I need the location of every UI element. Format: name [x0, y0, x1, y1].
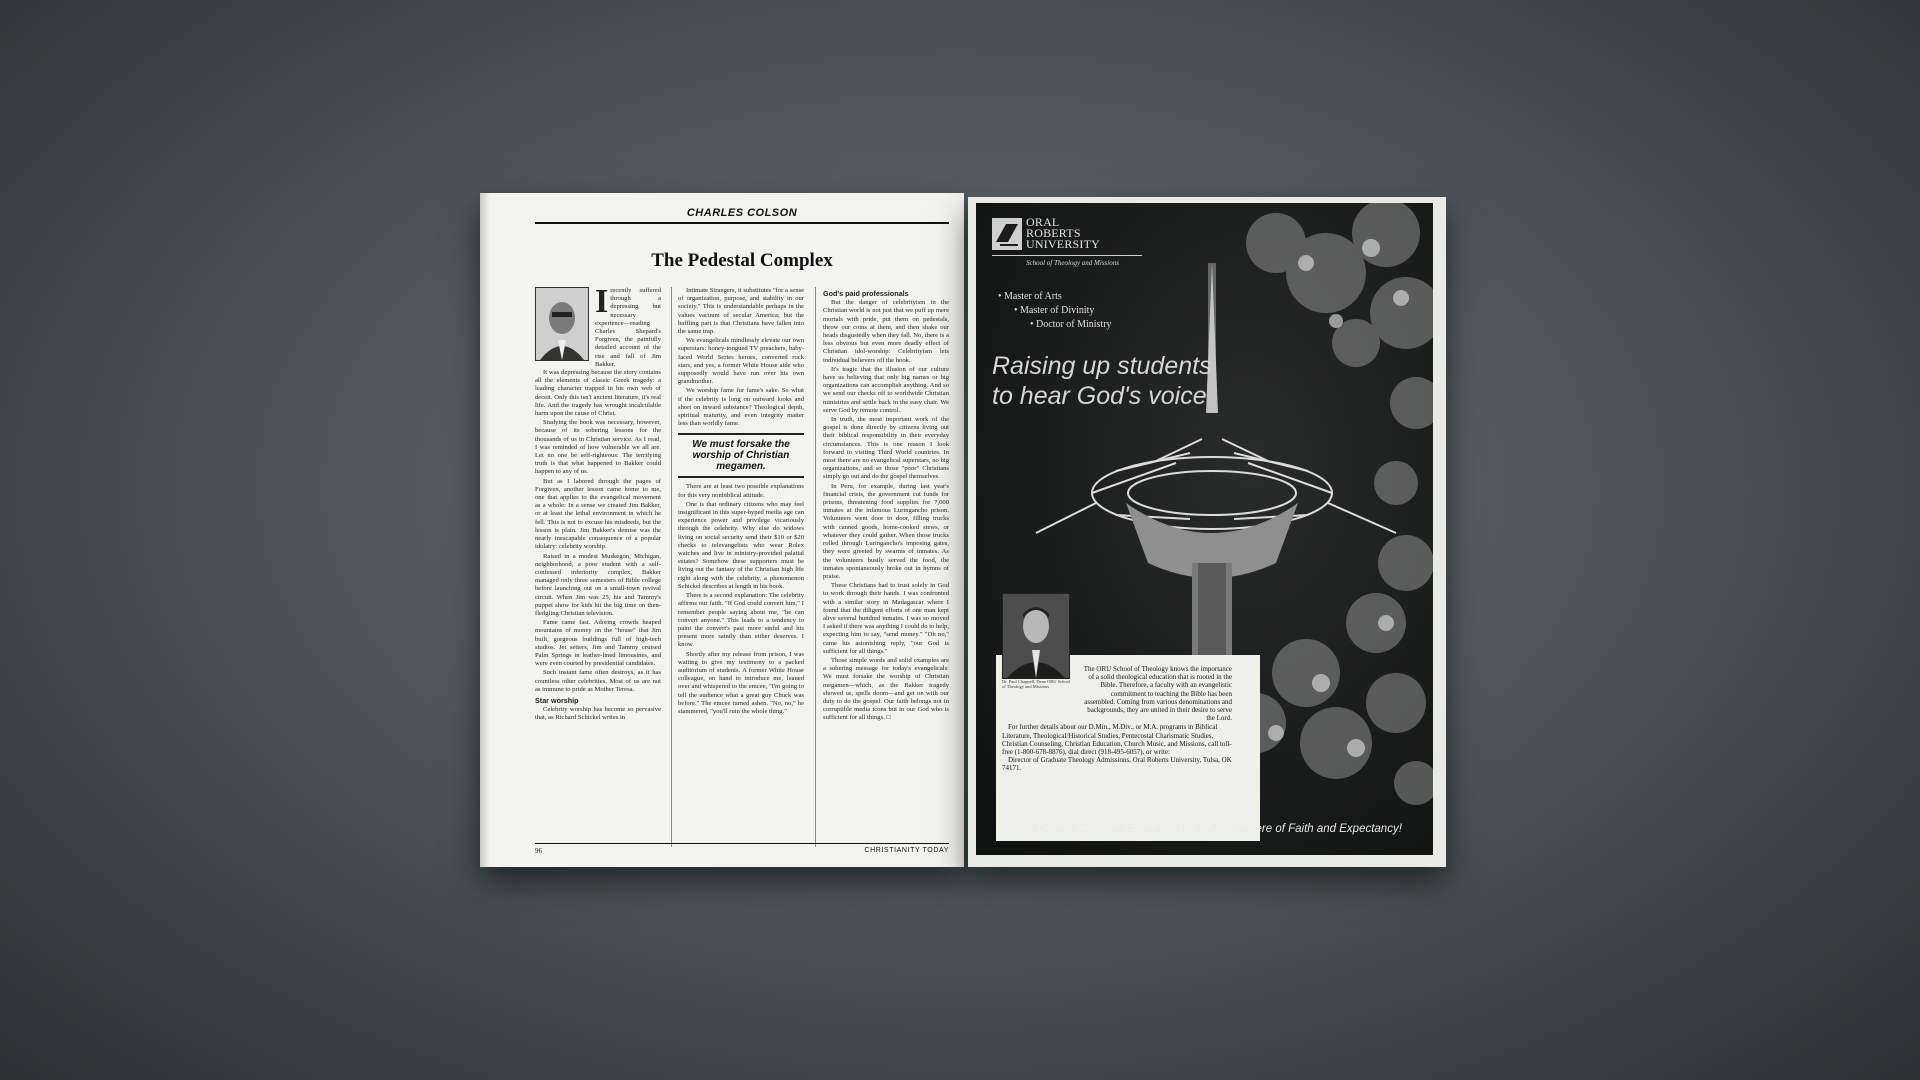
logo-line: ORAL — [1026, 215, 1060, 229]
ad-paragraph: For further details about our D.Min., M.Div., or M.A. programs in Biblical Literature, Theological/Historical Studies, Pentecostal Charismatic Studies, Christian Counseling, Christian Education, Church Music, and Missions, call toll-free (1-800-678-8876), dial direct (918-495-6057), or write: — [1002, 723, 1232, 757]
ad-tagline: A Quality Christian Education in an Atmosphere of Faith and Expectancy! — [1030, 823, 1402, 835]
paragraph: Intimate Strangers, it substitutes "for a sense of organization, purpose, and stability in our society." This is understandable perhaps in the values vacuum of secular America; but the baffling part is that Christians have fallen into the same trap. — [678, 287, 804, 336]
paragraph: These Christians had to trust solely in God to work through their hands. I was confronted with a similar story in Madagascar where I found that the diligent efforts of one man kept alive several hundred inmates. I was so moved I asked if there was anything I could do to help, expecting him to say, "send money." "Oh no," came his astonishing reply, "our God is sufficient for all things." — [823, 582, 949, 655]
paragraph: We evangelicals mindlessly elevate our own superstars: honey-tongued TV preachers, baby-faced World Series heroes, converted rock stars, and yes, a former White House aide who supposedly would have run over his own grandmother. — [678, 337, 804, 386]
portrait-caption: Dr. Paul Chappell, Dean ORU School of Theology and Missions — [1002, 679, 1071, 689]
logo-line: ROBERTS — [1026, 226, 1081, 240]
advertisement-page — [968, 197, 1446, 867]
magazine-name: CHRISTIANITY TODAY — [864, 847, 949, 854]
ad-paragraph: Director of Graduate Theology Admissions, Oral Roberts University, Tulsa, OK 74171. — [1002, 756, 1232, 773]
magazine-spread — [480, 193, 1446, 867]
ad-body-copy — [1002, 665, 1232, 773]
university-name — [1026, 217, 1100, 250]
text-column-3 — [823, 287, 949, 847]
subheading: Star worship — [535, 695, 579, 705]
paragraph: Such instant fame often destroys, as it has countless other celebrities. Most of us are not as immune to pride as Mother Teresa. — [535, 669, 661, 693]
page-number: 96 — [535, 847, 542, 855]
subheading: God's paid professionals — [823, 289, 909, 298]
degree-item: • Master of Arts — [998, 291, 1062, 302]
author-portrait-icon — [536, 288, 588, 360]
degree-item: • Doctor of Ministry — [1030, 319, 1112, 330]
end-mark: □ — [886, 714, 891, 722]
pull-quote: We must forsake the worship of Christian megamen. — [678, 433, 804, 478]
drop-cap: I — [595, 287, 609, 320]
paragraph: Celebrity worship has become so pervasive that, as Richard Schickel writes in — [535, 706, 661, 722]
text-column-2 — [678, 287, 804, 847]
paragraph: Shortly after my release from prison, I was waiting to give my testimony to a packed auditorium of students. A former White House colleague, on hand to introduce me, leaned over and whispered to the emcee, "I'm going to tell the audience what a great guy Chuck was before." The emcee turned ashen. "No, no," he stammered, "you'll ruin the whole thing." — [678, 650, 804, 715]
page-gutter — [480, 193, 490, 867]
paragraph: There is a second explanation: The celebrity affirms our faith. "If God could convert him," I remember people saying about me, "he can convert anyone." This leads to a tendency to paint the convert's past more sinful and his present more saintly than either deserves. I know. — [678, 592, 804, 649]
paragraph: In truth, the most important work of the gospel is done directly by citizens living out their biblical responsibility in their everyday circumstances. This is one reason I look forward to visiting Third World countries. In most there are no evangelical superstars, no big organizations, and so those "poor" Christians simply go out and do the gospel themselves. — [823, 416, 949, 481]
paragraph — [823, 657, 949, 723]
ad-slogan: Raising up students to hear God's voice — [992, 352, 1212, 410]
footer-rule — [535, 843, 949, 844]
header-rule — [535, 222, 949, 224]
oru-logo-icon — [992, 218, 1022, 250]
paragraph: Raised in a modest Muskegon, Michigan, neighborhood, a poor student with a self-confessed inferiority complex, Bakker managed only three semesters of Bible college before launching out on a small-town revival circuit. When Jim was 25, his and Tammy's puppet show for kids hit the big time on then-fledgling Christian television. — [535, 552, 661, 617]
paragraph: One is that ordinary citizens who may feel insignificant in this super-hyped media age can experience power and privilege vicariously through the celebrity. Why else do widows living on social security send their $10 or $20 checks to televangelists who wear Rolex watches and live in ministry-provided palatial estates? Somehow these supporters must be living out the fantasy of the Christian high life right along with the celebrity, a phenomenon Schickel describes at length in his book. — [678, 500, 804, 590]
article-title: The Pedestal Complex — [651, 250, 833, 271]
paragraph: It was depressing because the story contains all the elements of classic Greek tragedy: a leading character trapped in his own web of deceit. Only this isn't ancient literature, it's real life. And the tragedy has wrought incalculable harm upon the cause of Christ. — [535, 369, 661, 418]
paragraph: But the danger of celebrityism in the Christian world is not just that we puff up mere mortals with pride, put them on pedestals, throw our coins at them, and then shake our heads disgustedly when they fall. No, there is a less obvious but even more deadly effect of Christian idol-worship: Celebrityism lets individual believers off the hook. — [823, 299, 949, 364]
school-name: School of Theology and Missions — [1026, 259, 1119, 267]
column-divider — [671, 287, 672, 847]
article-page — [480, 193, 964, 867]
paragraph-text: Those simple words and solid examples are a sobering message for today's evangelicals: We must forsake the worship of Christian megamen—which, as the Bakker tragedy showed us, spells doom—and get on with our duty to do the gospel. Our faith belongs not in corruptible media icons but in our God who is sufficient for all things. — [823, 656, 949, 722]
paragraph: In Peru, for example, during last year's financial crisis, the government cut funds for prisons, threatening food supplies for 7,000 inmates at the infamous Luringancho prison. Volunteers went door to door, filling trucks with canned goods, home-cooked stews, or whatever they could gather. When those trucks rolled through Luringancho's imposing gates, they were greeted by swarms of inmates. As the volunteers busily served the food, the inmates spontaneously broke out in hymns of praise. — [823, 482, 949, 580]
logo-rule — [992, 255, 1142, 256]
paragraph: We worship fame for fame's sake. So what if the celebrity is long on outward looks and short on inward substance? Theological depth, spiritual maturity, and even integrity matter less than worldly fame. — [678, 387, 804, 428]
paragraph: It's tragic that the illusion of our culture have us believing that only big names or big organizations can accomplish anything. And so we send our checks off to worldwide Christian ministries and settle back in the easy chair. We serve God by remote control. — [823, 365, 949, 414]
paragraph: Studying the book was necessary, however, because of its sobering lessons for the thousands of us in Christian service. As I read, I was reminded of how vulnerable we all are. Let no one be self-righteous: The terrifying truth is that what happened to Bakker could happen to any of us. — [535, 419, 661, 476]
columnist-name: CHARLES COLSON — [686, 207, 798, 219]
column-divider — [815, 287, 816, 847]
paragraph: recently suffered through a depressing but necessary experience—reading Charles Shepard's Forgiven, the painfully detailed account of the rise and fall of Jim Bakker. — [595, 287, 661, 368]
ad-paragraph: The ORU School of Theology knows the importance of a solid theological education that is rooted in the Bible. Therefore, a faculty with an evangelistic commitment to teaching the Bible has been assembled. Coming from various denominations and backgrounds, they are united in their desire to serve the Lord. — [1083, 665, 1232, 723]
logo-mark-icon — [992, 218, 1022, 250]
text-column-1 — [535, 287, 661, 847]
paragraph: But as I labored through the pages of Forgiven, another lesson came home to me, one that applies to the evangelical movement as a whole: In a sense we created Jim Bakker, or at least the lethal environment in which he fell. This is not to excuse his misdeeds, but the lesson is plain. Jim Bakker's demise was the nearly inescapable consequence of a popular idolatry: celebrity worship. — [535, 477, 661, 551]
paragraph: There are at least two possible explanations for this very nonbiblical attitude. — [678, 483, 804, 499]
oru-advertisement — [976, 203, 1433, 855]
logo-line: UNIVERSITY — [1026, 237, 1100, 251]
author-photo — [535, 287, 589, 361]
degree-item: • Master of Divinity — [1014, 305, 1095, 316]
paragraph: Fame came fast. Adoring crowds heaped mountains of money on the "house" that Jim built, gorgeous buildings full of high-tech studios. Jet setters, Jim and Tammy cruised Palm Springs in leather-lined limousines, and were even courted by presidential candidates. — [535, 619, 661, 668]
